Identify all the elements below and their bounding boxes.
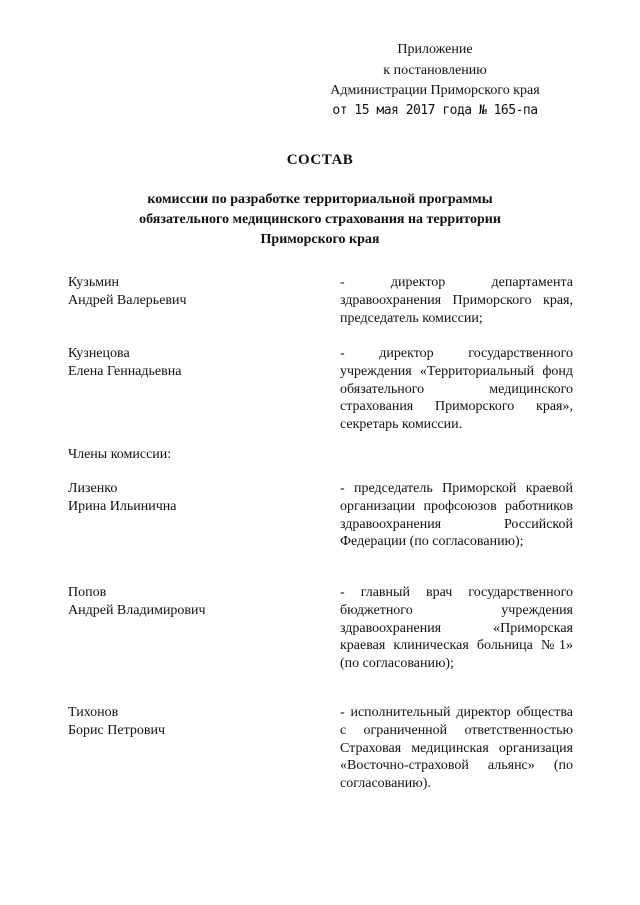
person-given-names: Андрей Владимирович — [68, 603, 206, 618]
person-given-names: Елена Геннадьевна — [68, 364, 182, 379]
appendix-header — [300, 40, 570, 121]
person-surname: Тихонов — [68, 705, 119, 720]
subtitle-line: обязательного медицинского страхования на территории — [139, 212, 501, 227]
members-heading: Члены комиссии: — [68, 447, 172, 462]
appendix-label: Приложение — [397, 42, 473, 57]
person-role: - главный врач государственного бюджетного учреждения здравоохранения «Приморская краевая клиническая больница №1» (по согласованию); — [340, 585, 573, 672]
person-given-names: Андрей Валерьевич — [68, 293, 187, 308]
person-role: - директор департамента здравоохранения Приморского края, председатель комиссии; — [340, 275, 573, 326]
resolution-reference: к постановлению — [383, 63, 487, 78]
person-name — [68, 480, 298, 516]
person-surname: Кузнецова — [68, 346, 130, 361]
person-name — [68, 584, 298, 620]
person-given-names: Ирина Ильинична — [68, 499, 177, 514]
resolution-date-number: от 15 мая 2017 года № 165-па — [332, 103, 538, 118]
person-role: - исполнительный директор общества с ограниченной ответственностью Страховая медицинская организация «Восточно-страховой альянс» (по согласованию). — [340, 705, 573, 792]
person-role: - председатель Приморской краевой организации профсоюзов работников здравоохранения Российской Федерации (по согласованию); — [340, 481, 573, 550]
person-surname: Лизенко — [68, 481, 118, 496]
document-subtitle — [130, 190, 510, 250]
person-surname: Попов — [68, 585, 107, 600]
person-given-names: Борис Петрович — [68, 723, 166, 738]
person-name — [68, 274, 298, 310]
subtitle-line: комиссии по разработке территориальной программы — [147, 192, 493, 207]
person-role: - директор государственного учреждения «Территориальный фонд обязательного медицинского страхования Приморского края», секретарь комиссии. — [340, 346, 573, 433]
subtitle-line: Приморского края — [260, 232, 380, 247]
document-title: СОСТАВ — [286, 152, 354, 168]
issuing-authority: Администрации Приморского края — [330, 83, 540, 98]
person-name — [68, 345, 298, 381]
person-name — [68, 704, 298, 740]
person-surname: Кузьмин — [68, 275, 120, 290]
